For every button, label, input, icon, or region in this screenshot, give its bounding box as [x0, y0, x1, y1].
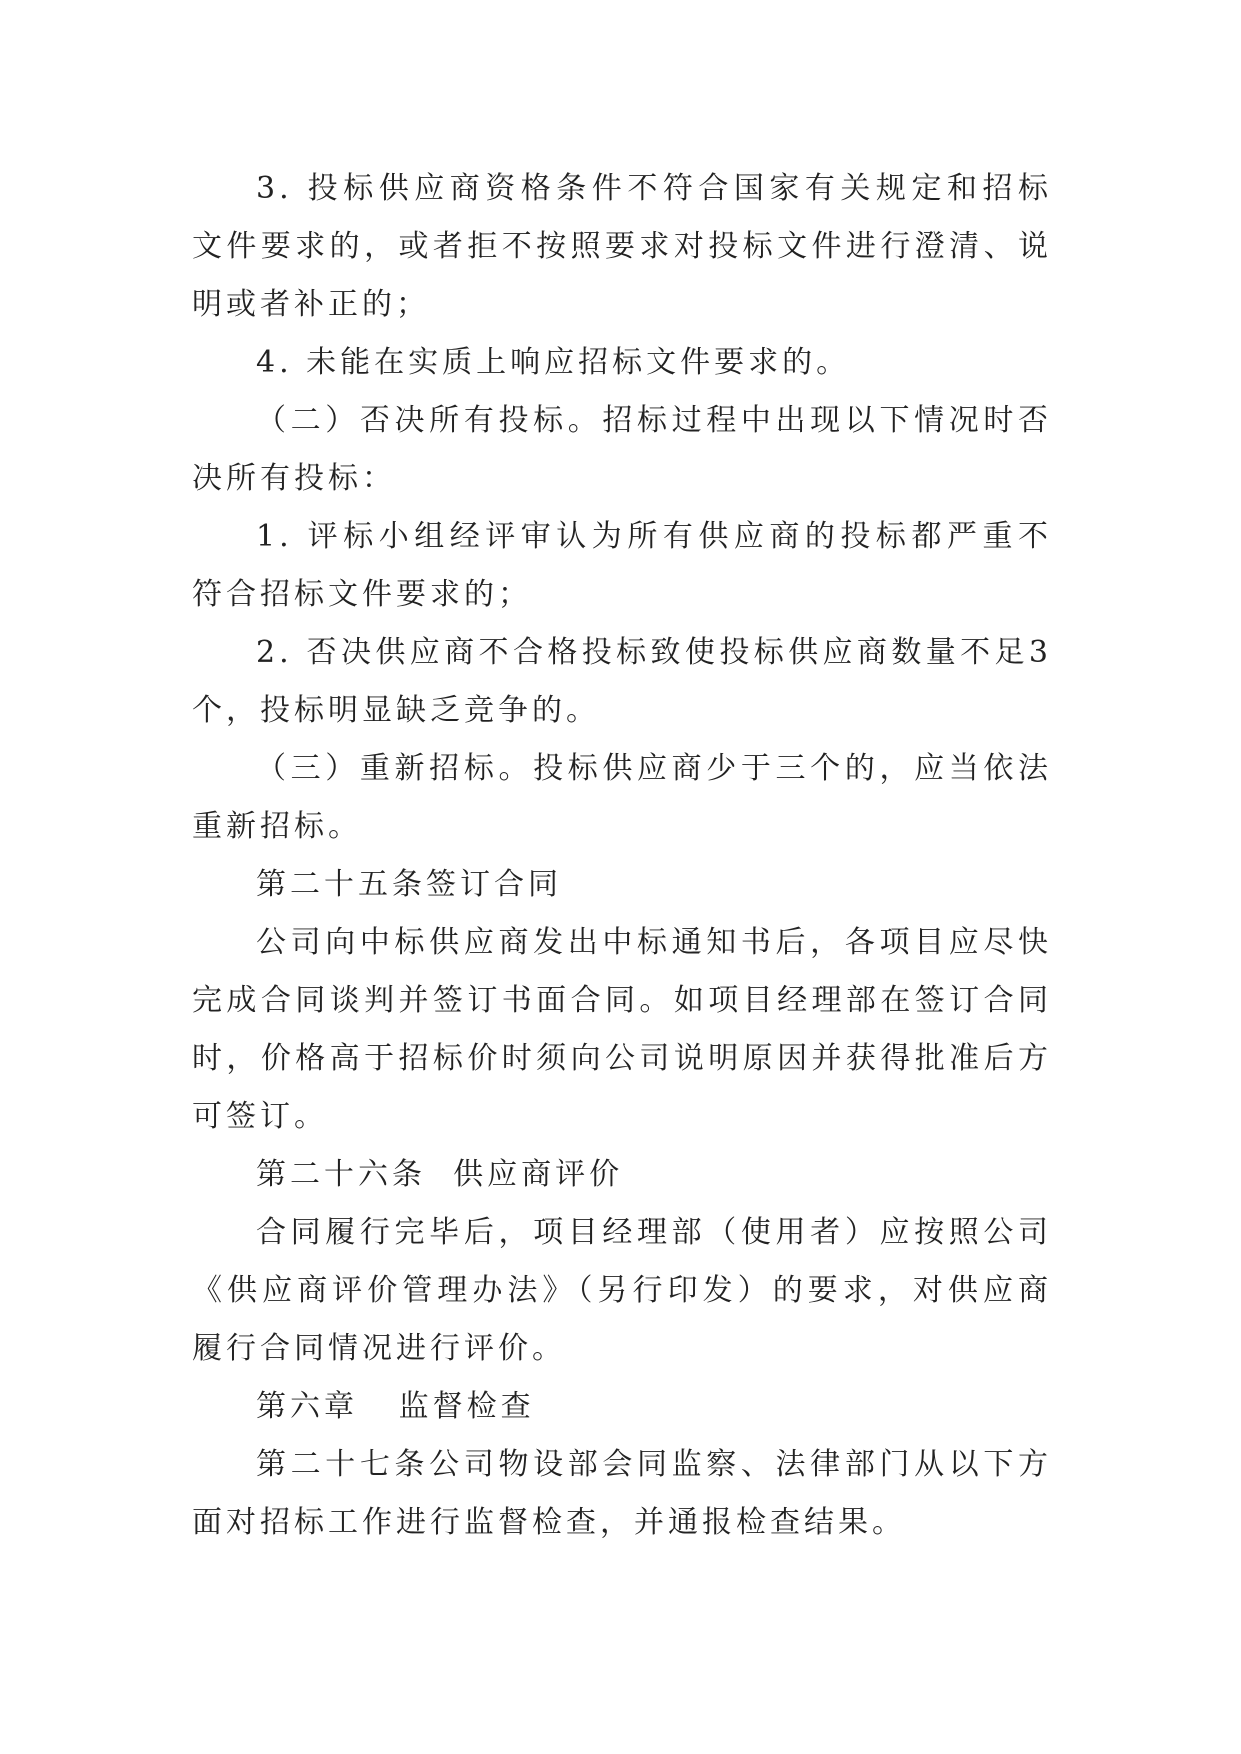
document-page [192, 160, 1052, 1552]
paragraph-item-2-insufficient-bidders: 2. 否决供应商不合格投标致使投标供应商数量不足3个，投标明显缺乏竞争的。 [192, 635, 1052, 728]
paragraph-reject-all-bids: （二）否决所有投标。招标过程中出现以下情况时否决所有投标： [192, 403, 1052, 496]
paragraph-item-1-evaluation: 1. 评标小组经评审认为所有供应商的投标都严重不符合招标文件要求的； [192, 519, 1052, 612]
chapter-6-heading: 第六章 监督检查 [256, 1389, 535, 1424]
paragraph-item-4-response: 4. 未能在实质上响应招标文件要求的。 [256, 345, 851, 380]
article-26-heading: 第二十六条 供应商评价 [256, 1157, 624, 1192]
article-25-body: 公司向中标供应商发出中标通知书后，各项目应尽快完成合同谈判并签订书面合同。如项目经理部在签订合同时，价格高于招标价时须向公司说明原因并获得批准后方可签订。 [192, 925, 1052, 1134]
paragraph-item-3-qualification: 3. 投标供应商资格条件不符合国家有关规定和招标文件要求的，或者拒不按照要求对投标文件进行澄清、说明或者补正的； [192, 171, 1052, 322]
article-25-heading: 第二十五条签订合同 [256, 867, 562, 902]
paragraph-rebid: （三）重新招标。投标供应商少于三个的，应当依法重新招标。 [192, 751, 1052, 844]
article-27-body: 第二十七条公司物设部会同监察、法律部门从以下方面对招标工作进行监督检查，并通报检查结果。 [192, 1447, 1052, 1540]
article-26-body: 合同履行完毕后，项目经理部（使用者）应按照公司《供应商评价管理办法》（另行印发）的要求，对供应商履行合同情况进行评价。 [192, 1215, 1052, 1366]
